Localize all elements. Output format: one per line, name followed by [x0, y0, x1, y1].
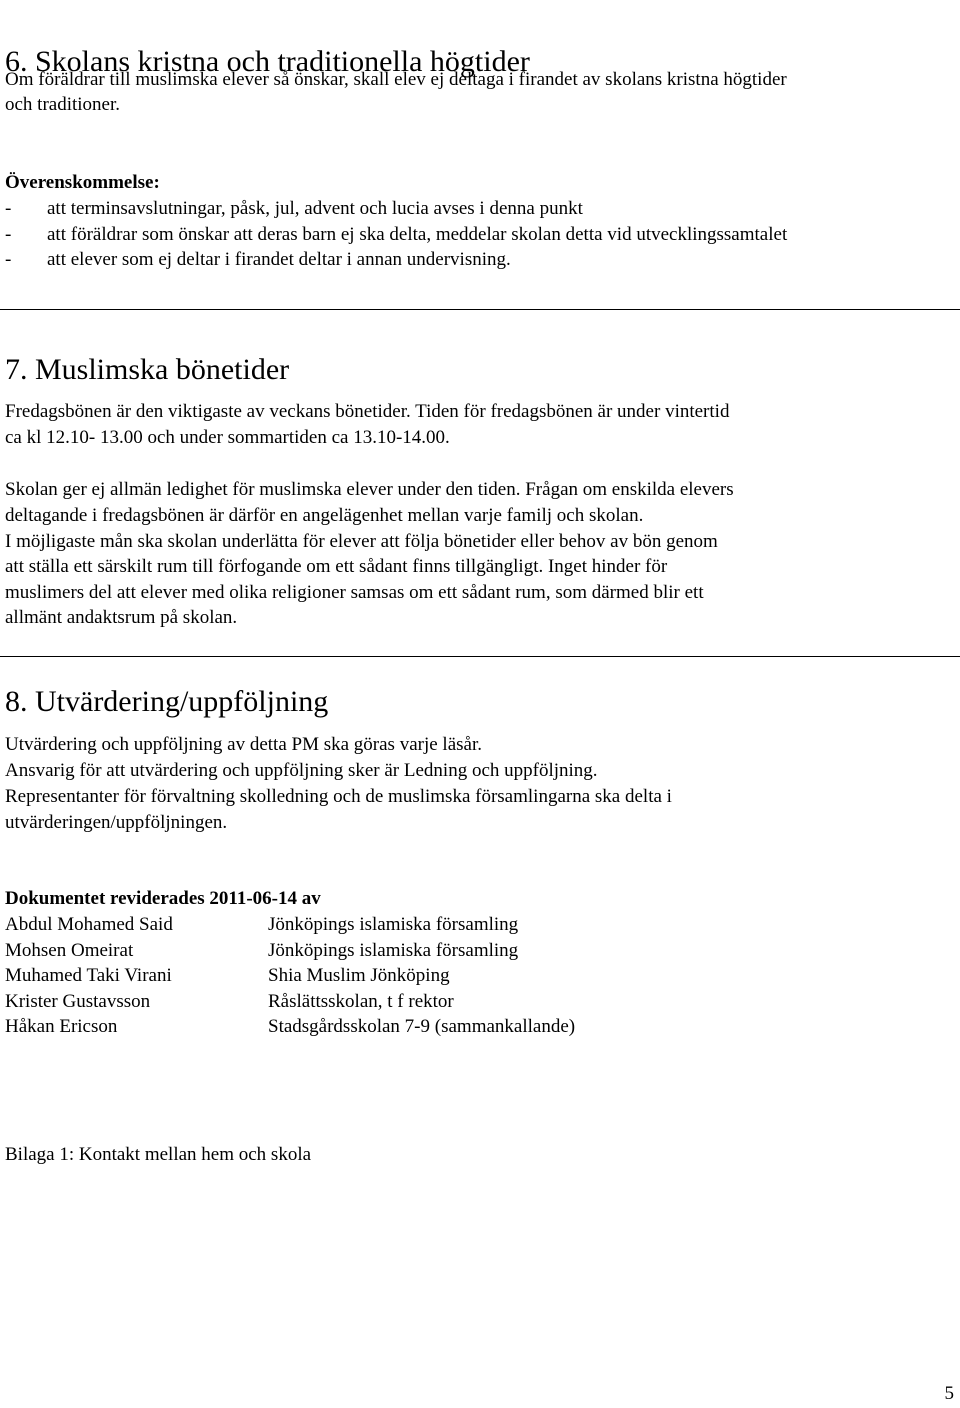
section-6-intro-line-1: Om föräldrar till muslimska elever så önskar, skall elev ej deltaga i firandet av skolans kristna högtider: [5, 69, 787, 90]
section-8-line: Representanter för förvaltning skolledning och de muslimska församlingarna ska delta i: [5, 786, 672, 807]
agreement-label: Överenskommelse:: [5, 172, 160, 193]
signatory-name: Mohsen Omeirat: [5, 939, 134, 961]
signatory-organization: Stadsgårdsskolan 7-9 (sammankallande): [268, 1016, 576, 1038]
bullet-text: att föräldrar som önskar att deras barn ej ska delta, meddelar skolan detta vid utvecklingssamtalet: [47, 223, 788, 245]
signatory-organization: Jönköpings islamiska församling: [268, 914, 519, 935]
section-7-para-2-line: muslimers del att elever med olika religioner samsas om ett sådant rum, som därmed blir ett: [5, 582, 704, 603]
signatory-name: Abdul Mohamed Said: [5, 914, 173, 935]
section-7-para-2-line: I möjligaste mån ska skolan underlätta för elever att följa bönetider eller behov av bön genom: [5, 531, 718, 552]
section-7-para-1-line: Fredagsbönen är den viktigaste av veckans bönetider. Tiden för fredagsbönen är under vintertid: [5, 401, 730, 422]
section-7-para-2-line: Skolan ger ej allmän ledighet för muslimska elever under den tiden. Frågan om enskilda elevers: [5, 479, 734, 500]
signatory-organization: Shia Muslim Jönköping: [268, 965, 450, 987]
signatory-organization: Jönköpings islamiska församling: [268, 939, 519, 961]
section-6-heading: 6. Skolans kristna och traditionella högtider: [5, 45, 530, 78]
section-divider: [0, 656, 960, 657]
bullet-text: att terminsavslutningar, påsk, jul, advent och lucia avses i denna punkt: [47, 198, 583, 219]
section-8-line: utvärderingen/uppföljningen.: [5, 812, 228, 833]
appendix-reference: Bilaga 1: Kontakt mellan hem och skola: [5, 1144, 312, 1165]
section-8-line: Ansvarig för att utvärdering och uppföljning sker är Ledning och uppföljning.: [5, 760, 598, 781]
bullet-dash: -: [5, 198, 12, 219]
section-6-intro-line-2: och traditioner.: [5, 94, 121, 115]
section-divider: [0, 309, 960, 310]
section-8-line: Utvärdering och uppföljning av detta PM ska göras varje läsår.: [5, 734, 482, 755]
signatory-name: Krister Gustavsson: [5, 990, 151, 1012]
signatory-organization: Råslättsskolan, t f rektor: [268, 990, 454, 1012]
section-7-para-2-line: allmänt andaktsrum på skolan.: [5, 607, 238, 628]
section-7-para-1-line: ca kl 12.10- 13.00 och under sommartiden ca 13.10-14.00.: [5, 427, 450, 448]
bullet-dash: -: [5, 249, 12, 271]
signatory-name: Muhamed Taki Virani: [5, 965, 172, 987]
section-8-heading: 8. Utvärdering/uppföljning: [5, 685, 329, 718]
page-number: 5: [944, 1383, 954, 1404]
bullet-text: att elever som ej deltar i firandet deltar i annan undervisning.: [47, 249, 511, 271]
section-7-para-2-line: deltagande i fredagsbönen är därför en angelägenhet mellan varje familj och skolan.: [5, 505, 644, 526]
revision-heading: Dokumentet reviderades 2011-06-14 av: [5, 888, 321, 909]
bullet-dash: -: [5, 223, 12, 245]
section-7-para-2-line: att ställa ett särskilt rum till förfogande om ett sådant finns tillgängligt. Inget hinder för: [5, 556, 668, 577]
signatory-name: Håkan Ericson: [5, 1016, 118, 1038]
section-7-heading: 7. Muslimska bönetider: [5, 353, 290, 386]
